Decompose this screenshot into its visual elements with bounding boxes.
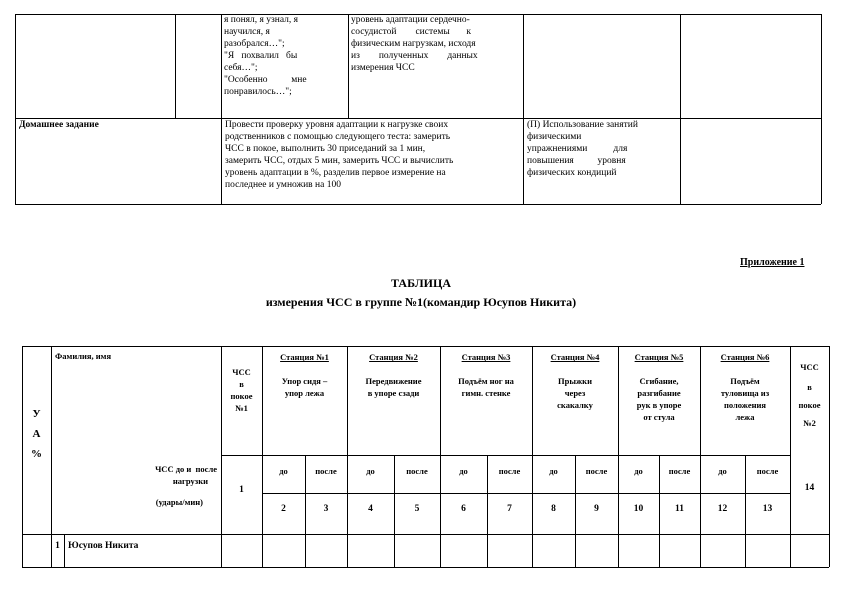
header-line: ЧСС xyxy=(232,367,251,377)
after-label: после xyxy=(668,466,691,476)
station-desc: гимн. стенке xyxy=(461,388,511,398)
header-line: №2 xyxy=(803,418,816,428)
column-number: 13 xyxy=(762,504,773,514)
station-desc: Упор сидя – xyxy=(281,376,328,386)
text-line: понравилось…"; xyxy=(224,87,292,97)
before-label: до xyxy=(634,466,643,476)
station-desc: туловища из xyxy=(720,388,770,398)
station-desc: упор лежа xyxy=(284,388,325,398)
homework-label: Домашнее задание xyxy=(19,120,99,130)
after-label: после xyxy=(315,466,337,476)
before-label: до xyxy=(549,466,558,476)
station-desc: через xyxy=(564,388,586,398)
station-desc: Сгибание, xyxy=(639,376,679,386)
ua-line: У xyxy=(32,408,41,420)
station-1-header xyxy=(262,351,347,399)
reflection-text xyxy=(224,14,344,98)
ua-header xyxy=(22,404,51,464)
after-label: после xyxy=(406,466,428,476)
station-desc: Подъём ног на xyxy=(458,376,514,386)
station-desc: в упоре сзади xyxy=(367,388,420,398)
text-line: уровень адаптации сердечно- xyxy=(351,15,470,25)
before-label: до xyxy=(279,466,288,476)
text-line: замерить ЧСС, отдых 5 мин, замерить ЧСС и вычислить xyxy=(225,156,454,166)
text-line: повышения уровня xyxy=(527,156,626,166)
appendix-label: Приложение 1 xyxy=(740,257,805,268)
station-2-header xyxy=(347,351,440,399)
column-number: 9 xyxy=(594,504,599,514)
text-line: Провести проверку уровня адаптации к нагрузке своих xyxy=(225,120,449,130)
station-desc: Подъём xyxy=(730,376,760,386)
text-line: я понял, я узнал, я xyxy=(224,15,299,25)
station-6-header xyxy=(700,351,790,423)
hr-rest-header xyxy=(221,366,262,414)
page-title: ТАБЛИЦА xyxy=(391,276,451,290)
header-line: в xyxy=(239,379,244,389)
column-number: 7 xyxy=(507,504,512,514)
station-desc: Передвижение xyxy=(365,376,422,386)
before-label: до xyxy=(718,466,727,476)
station-desc: скакалку xyxy=(557,400,593,410)
station-desc: положения xyxy=(723,400,767,410)
text-line: (П) Использование занятий xyxy=(527,120,638,130)
column-number: 3 xyxy=(323,504,329,514)
station-desc: разгибание xyxy=(637,388,681,398)
before-label: до xyxy=(459,466,468,476)
page-subtitle: измерения ЧСС в группе №1(командир Юсупов Никита) xyxy=(265,295,577,309)
station-title: Станция №3 xyxy=(461,352,511,362)
row-name: Юсупов Никита xyxy=(68,541,139,551)
text-line: физических кондиций xyxy=(527,168,617,178)
name-header: Фамилия, имя xyxy=(55,351,112,361)
text-line: "Я похвалил бы xyxy=(224,51,298,61)
station-desc: от стула xyxy=(643,412,675,422)
text-line: родственников с помощью следующего теста: замерить xyxy=(225,132,451,142)
text-line: физическим нагрузкам, исходя xyxy=(351,39,476,49)
header-line: ЧСС xyxy=(800,362,819,372)
row-number: 1 xyxy=(55,541,60,551)
station-desc: Прыжки xyxy=(558,376,592,386)
station-5-header xyxy=(618,351,700,423)
after-label: после xyxy=(585,466,608,476)
after-label: после xyxy=(498,466,521,476)
text-line: измерения ЧСС xyxy=(351,63,415,73)
header-line: нагрузки xyxy=(172,476,208,486)
column-number: 6 xyxy=(461,504,466,514)
station-title: Станция №6 xyxy=(720,352,770,362)
column-number: 11 xyxy=(675,504,684,514)
text-line: себя…"; xyxy=(224,63,258,73)
station-title: Станция №1 xyxy=(280,352,329,362)
column-number: 4 xyxy=(368,504,373,514)
ua-line: % xyxy=(31,448,42,460)
station-desc: рук в упоре xyxy=(636,400,682,410)
header-line: в xyxy=(807,382,812,392)
hr-rest-number: 1 xyxy=(239,485,244,495)
station-desc: лежа xyxy=(735,412,755,422)
text-line: последнее и умножив на 100 xyxy=(225,180,341,190)
header-line: №1 xyxy=(235,403,248,413)
text-line: научился, я xyxy=(224,27,270,37)
text-line: сосудистой системы к xyxy=(351,27,471,37)
column-number: 8 xyxy=(551,504,556,514)
homework-task-text xyxy=(225,119,519,191)
header-line: (удары/мин) xyxy=(155,497,203,507)
station-3-header xyxy=(440,351,532,399)
station-title: Станция №2 xyxy=(369,352,418,362)
column-number: 2 xyxy=(281,504,286,514)
column-number: 10 xyxy=(633,504,644,514)
text-line: уровень адаптации в %, разделив первое измерение на xyxy=(225,168,446,178)
column-number: 5 xyxy=(414,504,420,514)
hr-rest-2-number: 14 xyxy=(804,483,815,493)
adaptation-text xyxy=(351,14,520,74)
text-line: разобрался…"; xyxy=(224,39,285,49)
text-line: "Особенно мне xyxy=(224,75,307,85)
column-number: 12 xyxy=(717,504,728,514)
text-line: упражнениями для xyxy=(527,144,628,154)
before-label: до xyxy=(366,466,375,476)
header-line: покое xyxy=(798,400,821,410)
text-line: ЧСС в покое, выполнить 30 приседаний за 1 мин, xyxy=(225,144,426,154)
text-line: из полученных данных xyxy=(351,51,478,61)
hr-rest-2-header xyxy=(790,361,829,429)
text-line: физическими xyxy=(527,132,582,142)
after-label: после xyxy=(756,466,779,476)
station-4-header xyxy=(532,351,618,411)
header-line: покое xyxy=(230,391,253,401)
header-line: ЧСС до и после xyxy=(155,464,217,474)
station-title: Станция №5 xyxy=(634,352,684,362)
station-title: Станция №4 xyxy=(550,352,600,362)
ua-line: А xyxy=(32,428,41,440)
hr-before-after-header xyxy=(125,463,217,508)
homework-result-text xyxy=(527,119,677,179)
